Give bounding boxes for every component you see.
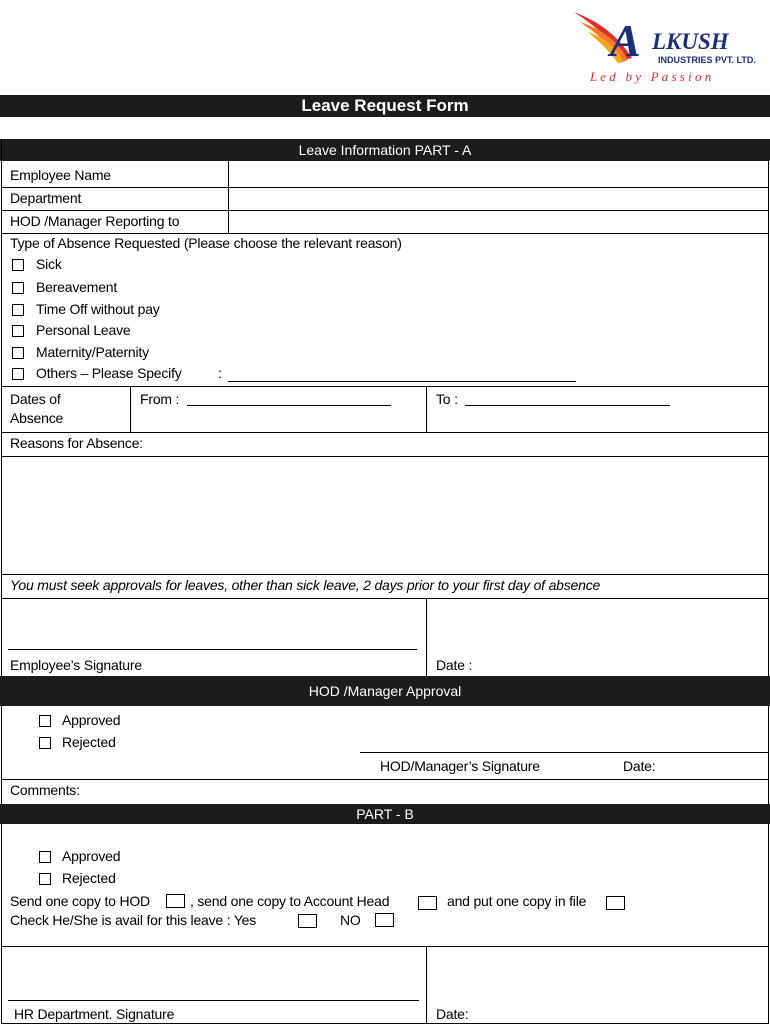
- logo-tagline: L e d b y P a s s i o n: [590, 69, 712, 84]
- to-date-field[interactable]: [465, 405, 670, 406]
- row-divider: [1, 779, 769, 780]
- partb-rejected-label: Rejected: [62, 870, 116, 886]
- logo-letter: A: [610, 15, 641, 66]
- copy-file-text: and put one copy in file: [447, 893, 587, 909]
- personal-leave-checkbox[interactable]: [12, 325, 24, 337]
- hod-manager-field[interactable]: [230, 211, 768, 232]
- others-checkbox[interactable]: [12, 368, 24, 380]
- label-column-divider: [228, 161, 229, 233]
- company-logo: [570, 8, 766, 88]
- hod-approved-checkbox[interactable]: [39, 715, 51, 727]
- dates-label-line2: Absence: [10, 410, 64, 426]
- copy-hod-text: Send one copy to HOD: [10, 893, 150, 909]
- part-a-header: Leave Information PART - A: [0, 139, 770, 161]
- employee-signature-label: Employee’s Signature: [10, 657, 142, 673]
- copy-hod-checkbox[interactable]: [166, 894, 185, 908]
- hod-header: HOD /Manager Approval: [0, 676, 770, 706]
- avail-no-checkbox[interactable]: [375, 913, 394, 927]
- dates-divider: [130, 386, 131, 432]
- avail-no-label: NO: [340, 912, 361, 928]
- logo-subtitle: INDUSTRIES PVT. LTD.: [658, 55, 756, 65]
- copy-account-text: , send one copy to Account Head: [190, 893, 390, 909]
- department-field[interactable]: [230, 188, 768, 209]
- row-divider: [1, 432, 769, 433]
- hod-manager-label: HOD /Manager Reporting to: [10, 213, 180, 229]
- others-label: Others – Please Specify: [36, 365, 182, 381]
- to-label: To :: [436, 391, 458, 407]
- row-divider: [1, 386, 769, 387]
- form-title: Leave Request Form: [0, 95, 770, 117]
- hod-signature-line[interactable]: [360, 752, 768, 753]
- employee-date-label: Date :: [436, 657, 473, 673]
- reasons-label: Reasons for Absence:: [10, 435, 143, 451]
- employee-name-field[interactable]: [230, 163, 768, 186]
- from-label: From :: [140, 391, 180, 407]
- sick-checkbox[interactable]: [12, 259, 24, 271]
- others-colon: :: [218, 365, 222, 381]
- sick-label: Sick: [36, 256, 62, 272]
- dates-label-line1: Dates of: [10, 391, 61, 407]
- partb-rejected-checkbox[interactable]: [39, 873, 51, 885]
- reasons-textarea[interactable]: [2, 457, 768, 574]
- from-date-field[interactable]: [187, 405, 391, 406]
- absence-type-label: Type of Absence Requested (Please choose the relevant reason): [10, 235, 402, 251]
- bereavement-label: Bereavement: [36, 279, 118, 295]
- signature-divider: [426, 946, 427, 1024]
- check-avail-text: Check He/She is avail for this leave : Yes: [10, 912, 257, 928]
- hr-signature-label: HR Department. Signature: [14, 1006, 175, 1022]
- avail-yes-checkbox[interactable]: [298, 914, 317, 928]
- personal-leave-label: Personal Leave: [36, 322, 131, 338]
- partb-approved-checkbox[interactable]: [39, 851, 51, 863]
- approval-note: You must seek approvals for leaves, other than sick leave, 2 days prior to your first day of absence: [10, 577, 601, 593]
- hr-signature-line[interactable]: [8, 1000, 419, 1001]
- maternity-paternity-checkbox[interactable]: [12, 347, 24, 359]
- form-right-border: [768, 161, 769, 1024]
- hod-comments-field[interactable]: [90, 781, 766, 801]
- hod-comments-label: Comments:: [10, 782, 80, 798]
- partb-approved-label: Approved: [62, 848, 121, 864]
- logo-name: LKUSH: [652, 29, 729, 54]
- hod-signature-label: HOD/Manager’s Signature: [380, 758, 540, 774]
- dates-divider: [426, 386, 427, 432]
- hr-date-label: Date:: [436, 1006, 469, 1022]
- row-divider: [1, 946, 769, 947]
- hod-rejected-label: Rejected: [62, 734, 116, 750]
- copy-account-checkbox[interactable]: [418, 896, 437, 910]
- part-b-header: PART - B: [0, 804, 770, 824]
- signature-divider: [426, 598, 427, 676]
- bereavement-checkbox[interactable]: [12, 282, 24, 294]
- copy-file-checkbox[interactable]: [606, 896, 625, 910]
- row-divider: [1, 598, 769, 599]
- maternity-paternity-label: Maternity/Paternity: [36, 344, 149, 360]
- others-specify-field[interactable]: [228, 381, 576, 382]
- hod-rejected-checkbox[interactable]: [39, 737, 51, 749]
- department-label: Department: [10, 190, 82, 206]
- row-divider: [1, 574, 769, 575]
- time-off-checkbox[interactable]: [12, 304, 24, 316]
- hod-date-label: Date:: [623, 758, 656, 774]
- form-left-border: [1, 139, 2, 1024]
- employee-signature-line[interactable]: [8, 649, 417, 650]
- time-off-label: Time Off without pay: [36, 301, 160, 317]
- hod-approved-label: Approved: [62, 712, 121, 728]
- employee-name-label: Employee Name: [10, 167, 111, 183]
